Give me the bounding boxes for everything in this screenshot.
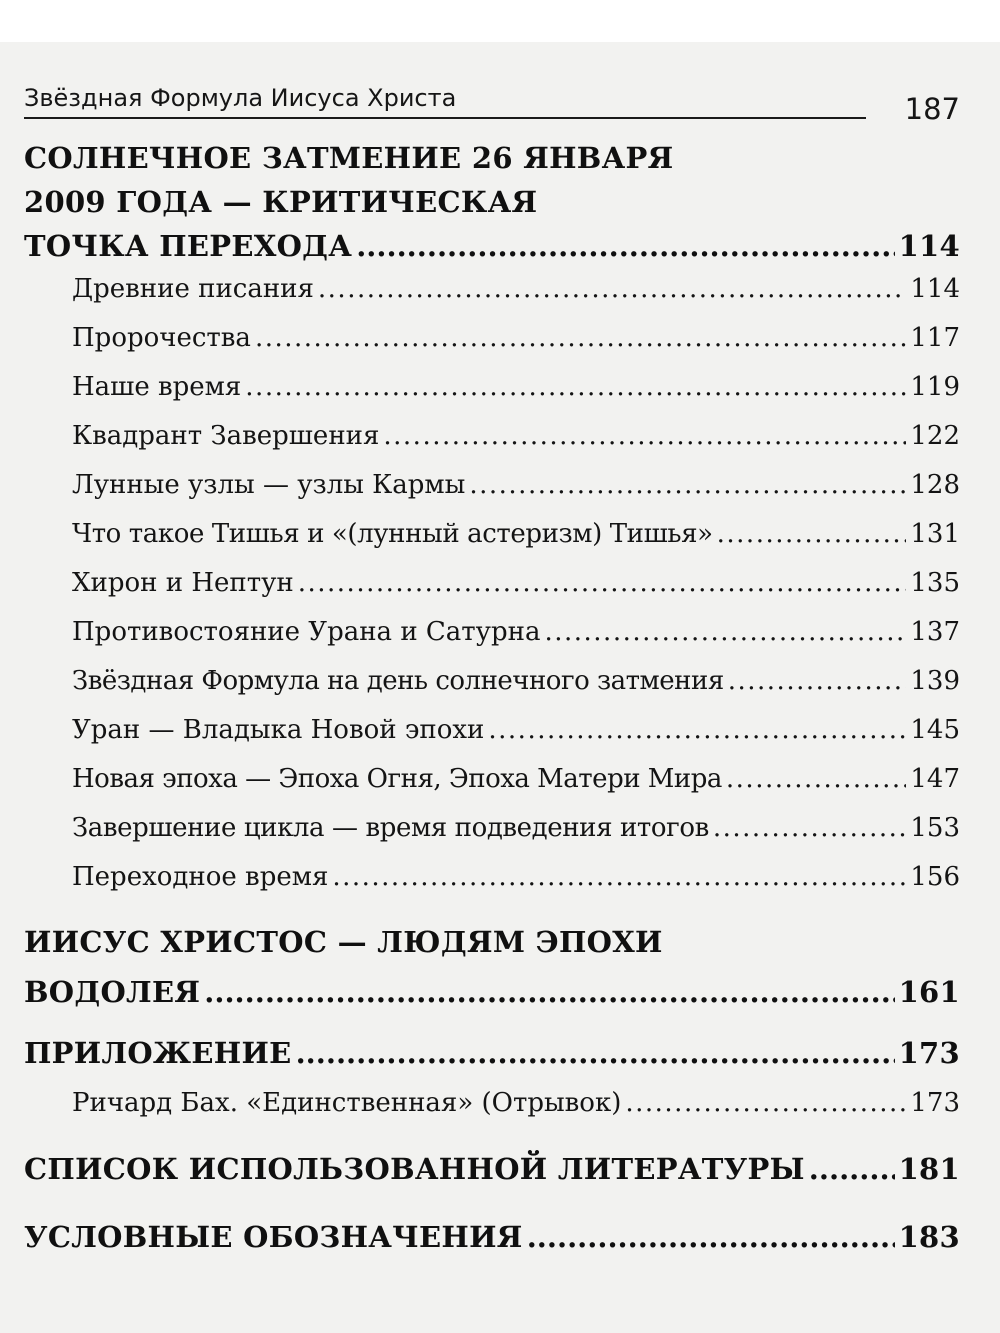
running-title: Звёздная Формула Иисуса Христа [24,84,457,112]
toc-page-number: 135 [910,568,960,598]
leader-dots [527,1219,895,1255]
leader-dots [245,369,906,405]
toc-entry-title: Древние писания [72,274,314,304]
toc-page-number: 183 [898,1220,960,1254]
leader-dots [356,228,894,264]
toc-page-number: 139 [910,666,960,696]
toc-entry [72,663,960,699]
toc-section-solar-eclipse [24,140,960,264]
toc-page-number: 128 [910,470,960,500]
toc-entry [72,369,960,405]
toc-page-number: 156 [910,862,960,892]
toc-section-legend [24,1219,960,1255]
toc-page-number: 181 [898,1152,960,1186]
leader-dots [488,712,906,748]
toc-entry [72,1085,960,1121]
leader-dots [298,565,907,601]
toc-entry [72,320,960,356]
toc-section-title: ТОЧКА ПЕРЕХОДА [24,229,353,263]
toc-entry [72,810,960,846]
toc-section-title: ПРИЛОЖЕНИЕ [24,1036,292,1070]
toc-entry [72,418,960,454]
leader-dots [318,271,906,307]
toc-page-number: 173 [898,1036,960,1070]
header-rule [24,117,866,119]
toc-entry-title: Завершение цикла — время подведения итогов [72,813,709,843]
toc-section-title: СПИСОК ИСПОЛЬЗОВАННОЙ ЛИТЕРАТУРЫ [24,1152,805,1186]
toc-entry-title: Пророчества [72,323,251,353]
leader-dots [469,467,906,503]
toc-entry [72,467,960,503]
toc-entry-title: Звёздная Формула на день солнечного затмения [72,666,724,696]
toc-entry [72,712,960,748]
leader-dots [728,663,907,699]
leader-dots [383,418,906,454]
toc-section-title-line [24,228,960,264]
toc-page-number: 161 [898,975,960,1009]
toc-page-number: 122 [910,421,960,451]
toc-entry-title: Наше время [72,372,242,402]
toc-entry-title: Хирон и Нептун [72,568,294,598]
toc-entry [72,859,960,895]
leader-dots [296,1035,895,1071]
toc-entry-title: Квадрант Завершения [72,421,380,451]
toc-page-number: 137 [910,617,960,647]
toc-page-number: 117 [910,323,960,353]
toc-section-title-line: ИИСУС ХРИСТОС — ЛЮДЯМ ЭПОХИ [24,925,663,959]
toc-section-references [24,1151,960,1187]
leader-dots [713,810,907,846]
toc-page-number: 114 [910,274,960,304]
leader-dots [204,974,894,1010]
toc-page-number: 153 [910,813,960,843]
toc-entry [72,565,960,601]
running-header [24,84,960,124]
toc-entry [72,516,960,552]
toc-page-number: 114 [898,229,960,263]
page-number: 187 [904,92,960,126]
toc-entry-title: Противостояние Урана и Сатурна [72,617,541,647]
toc-page-number: 173 [910,1088,960,1118]
toc-page-number: 145 [910,715,960,745]
toc-entry-title: Ричард Бах. «Единственная» (Отрывок) [72,1088,622,1118]
toc-entry [72,761,960,797]
toc-section-title-line [24,974,960,1010]
toc-entry [72,271,960,307]
leader-dots [332,859,906,895]
leader-dots [625,1085,906,1121]
leader-dots [717,516,907,552]
toc-page-number: 131 [910,519,960,549]
toc-section-title-line: СОЛНЕЧНОЕ ЗАТМЕНИЕ 26 ЯНВАРЯ [24,141,674,175]
toc-section-title-line: 2009 ГОДА — КРИТИЧЕСКАЯ [24,185,538,219]
toc-entry-title: Уран — Владыка Новой эпохи [72,715,485,745]
leader-dots [544,614,906,650]
toc-entry-title: Новая эпоха — Эпоха Огня, Эпоха Матери Мира [72,764,722,794]
toc-entry-title: Лунные узлы — узлы Кармы [72,470,466,500]
leader-dots [726,761,906,797]
leader-dots [809,1151,895,1187]
toc-entry-title: Что такое Тишья и «(лунный астеризм) Тишья» [72,519,713,549]
toc-entry [72,614,960,650]
toc-section-title: УСЛОВНЫЕ ОБОЗНАЧЕНИЯ [24,1220,523,1254]
leader-dots [255,320,906,356]
toc-page-number: 119 [910,372,960,402]
toc-section-appendix [24,1035,960,1071]
toc-section-jesus-christ [24,924,960,1010]
toc-section-title: ВОДОЛЕЯ [24,975,201,1009]
toc-entry-title: Переходное время [72,862,329,892]
toc-page-number: 147 [910,764,960,794]
